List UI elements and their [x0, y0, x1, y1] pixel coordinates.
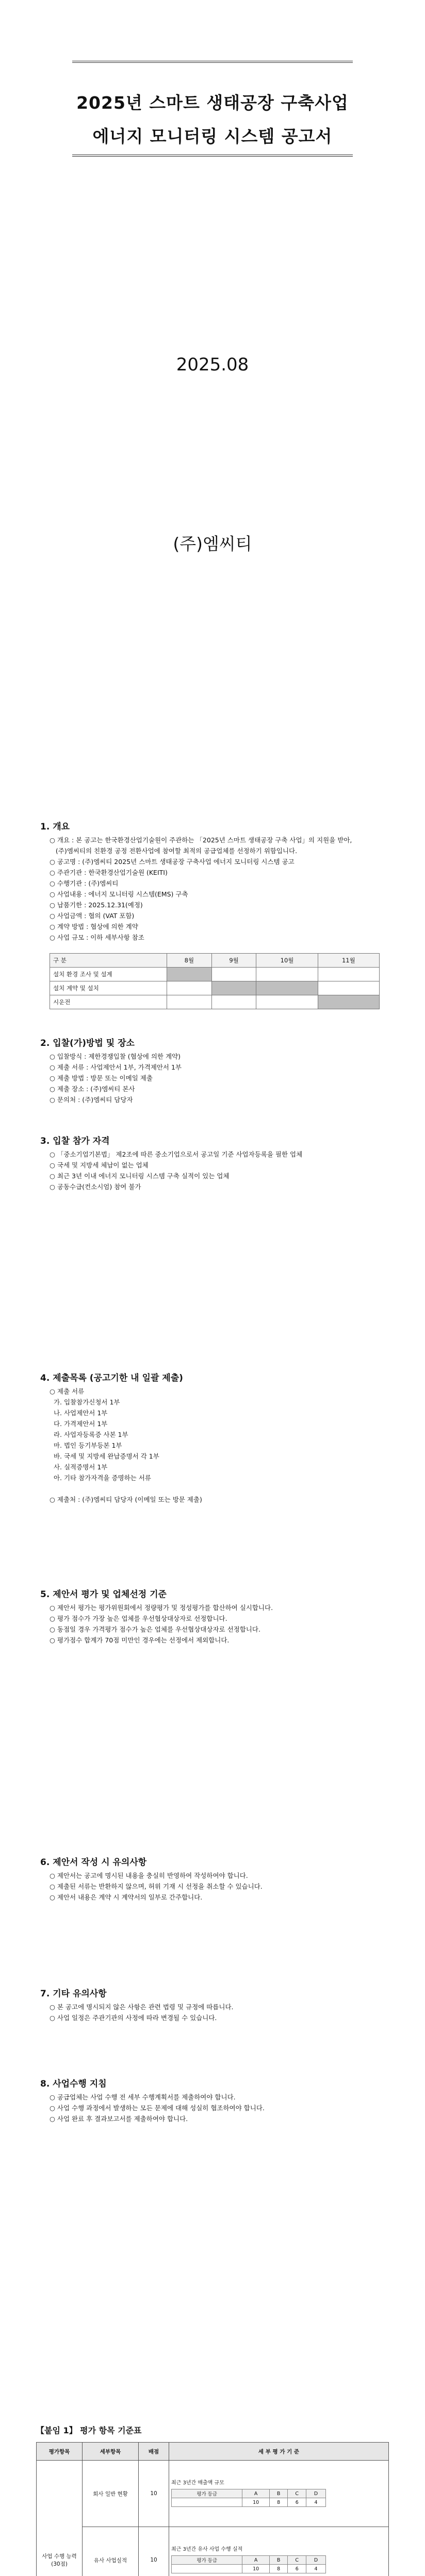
grade-header: C: [288, 2489, 306, 2498]
section-body-proposal-notes: ○ 제안서는 공고에 명시된 내용을 충실히 반영하여 작성하여야 합니다. ○ 제출된 서류는 반환하지 않으며, 허위 기재 시 선정을 취소할 수 있습니다. ○ 제안서 내용은 계약 시 계약서의 일부로 간주합니다.: [50, 1872, 263, 1901]
evaluation-criteria: [169, 2527, 389, 2576]
evaluation-header: 배점: [139, 2443, 169, 2461]
schedule-header: 9월: [211, 954, 256, 968]
attachment-title: 【붙임 1】 평가 항목 기준표: [36, 2426, 142, 2435]
cover-date: 2025.08: [176, 354, 249, 375]
section-title-submission: 4. 제출목록 (공고기한 내 일괄 제출): [40, 1373, 183, 1383]
schedule-row: [50, 981, 380, 995]
section-title-proposal-notes: 6. 제안서 작성 시 유의사항: [40, 1857, 147, 1868]
section-title-overview: 1. 개요: [40, 822, 70, 832]
grade-score: 8: [269, 2565, 287, 2573]
schedule-header: 8월: [167, 954, 212, 968]
criteria-text: 최근 3년간 매출액 규모: [171, 2480, 224, 2486]
grade-score: 4: [306, 2565, 326, 2573]
schedule-bar: [211, 981, 256, 995]
evaluation-subitem: 회사 일반 현황: [83, 2461, 139, 2527]
grade-header: C: [288, 2556, 306, 2565]
section-body-submission: ○ 제출 서류 가. 입찰참가신청서 1부 나. 사업제안서 1부 다. 가격제안서 1부 라. 사업자등록증 사본 1부 마. 법인 등기부등본 1부 바. 국세 및 지방세 완납증명서 각 1부 사. 실적증명서 1부 아. 기타 참가자격을 증명하는 서류 ○ 제출처 : (주)엠씨티 담당자 (이메일 또는 방문 제출): [50, 1387, 202, 1503]
schedule-header: 구 분: [50, 954, 167, 968]
cover-title-box: [72, 61, 353, 157]
evaluation-subitem: 유사 사업실적: [83, 2527, 139, 2576]
cover-title-line1: 2025년 스마트 생태공장 구축사업: [76, 93, 349, 113]
schedule-row: [50, 968, 380, 981]
grade-header: 평가 등급: [172, 2489, 242, 2498]
schedule-bar: [256, 981, 318, 995]
section-body-eligibility: ○ 「중소기업기본법」 제2조에 따른 중소기업으로서 공고일 기준 사업자등록을 필한 업체 ○ 국세 및 지방세 체납이 없는 업체 ○ 최근 3년 이내 에너지 모니터링 시스템 구축 실적이 있는 업체 ○ 공동수급(컨소시엄) 참여 불가: [50, 1150, 303, 1191]
section-body-overview: ○ 개요 : 본 공고는 한국환경산업기술원이 주관하는 「2025년 스마트 생태공장 구축 사업」의 지원을 받아, (주)엠씨티의 친환경 공정 전환사업에 참여할 최적의 공급업체를 선정하기 위함입니다. ○ 공고명 : (주)엠씨티 2025년 스마트 생태공장 구축사업 에너지 모니터링 시스템 공고 ○ 주관기관 : 한국환경산업기술원 (KEITI) ○ 수행기관 : (주)엠씨티 ○ 사업내용 : 에너지 모니터링 시스템(EMS) 구축 ○ 납품기한 : 2025.12.31(예정) ○ 사업금액 : 협의 (VAT 포함) ○ 계약 방법 : 협상에 의한 계약 ○ 사업 규모 : 이하 세부사항 참조: [50, 836, 352, 941]
section-title-eligibility: 3. 입찰 참가 자격: [40, 1136, 110, 1146]
evaluation-row: [37, 2527, 389, 2576]
section-title-other-notes: 7. 기타 유의사항: [40, 1989, 107, 1999]
section-body-evaluation: ○ 제안서 평가는 평가위원회에서 정량평가 및 정성평가를 합산하여 실시합니다. ○ 평가 점수가 가장 높은 업체를 우선협상대상자로 선정합니다. ○ 동점일 경우 가격평가 점수가 높은 업체를 우선협상대상자로 선정합니다. ○ 평가점수 합계가 70점 미만인 경우에는 선정에서 제외합니다.: [50, 1604, 273, 1644]
evaluation-header: 세 부 평 가 기 준: [169, 2443, 389, 2461]
grade-header: D: [306, 2556, 326, 2565]
schedule-table: [50, 953, 380, 1009]
schedule-row: [50, 995, 380, 1009]
grade-header: 평가 등급: [172, 2556, 242, 2565]
schedule-row-label: 설치 계약 및 설치: [50, 981, 167, 995]
evaluation-criteria: [169, 2461, 389, 2527]
grade-score: 4: [306, 2498, 326, 2507]
schedule-row-label: 설치 환경 조사 및 설계: [50, 968, 167, 981]
section-title-guidelines: 8. 사업수행 지침: [40, 2079, 107, 2089]
evaluation-score: 10: [139, 2461, 169, 2527]
grade-header: A: [242, 2556, 270, 2565]
schedule-header: 11월: [318, 954, 379, 968]
grade-score: 8: [269, 2498, 287, 2507]
grade-header: A: [242, 2489, 270, 2498]
evaluation-row: [37, 2461, 389, 2527]
schedule-header: 10월: [256, 954, 318, 968]
grade-score: 6: [288, 2498, 306, 2507]
grade-score: 6: [288, 2565, 306, 2573]
section-title-evaluation: 5. 제안서 평가 및 업체선정 기준: [40, 1589, 167, 1600]
evaluation-score: 10: [139, 2527, 169, 2576]
schedule-header-row: [50, 954, 380, 968]
evaluation-category: 사업 수행 능력 (30점): [37, 2461, 83, 2576]
grade-header: D: [306, 2489, 326, 2498]
section-body-guidelines: ○ 공급업체는 사업 수행 전 세부 수행계획서를 제출하여야 합니다. ○ 사업 수행 과정에서 발생하는 모든 문제에 대해 성실히 협조하여야 합니다. ○ 사업 완료 후 결과보고서를 제출하여야 합니다.: [50, 2093, 265, 2123]
section-body-other-notes: ○ 본 공고에 명시되지 않은 사항은 관련 법령 및 규정에 따릅니다. ○ 사업 일정은 주관기관의 사정에 따라 변경될 수 있습니다.: [50, 2003, 234, 2022]
schedule-row-label: 시운전: [50, 995, 167, 1009]
criteria-text: 최근 3년간 유사 사업 수행 실적: [171, 2547, 243, 2552]
grade-table: [171, 2489, 326, 2507]
section-body-bidding: ○ 입찰방식 : 제한경쟁입찰 (협상에 의한 계약) ○ 제출 서류 : 사업제안서 1부, 가격제안서 1부 ○ 제출 방법 : 방문 또는 이메일 제출 ○ 제출 장소 : (주)엠씨티 본사 ○ 문의처 : (주)엠씨티 담당자: [50, 1053, 182, 1104]
cover-title-line2: 에너지 모니터링 시스템 공고서: [92, 126, 333, 146]
schedule-bar: [167, 968, 212, 981]
grade-header: B: [269, 2556, 287, 2565]
evaluation-table: [36, 2442, 389, 2576]
evaluation-header: 평가항목: [37, 2443, 83, 2461]
section-title-bidding: 2. 입찰(가)방법 및 장소: [40, 1038, 135, 1048]
grade-table: [171, 2555, 326, 2573]
grade-score: 10: [242, 2565, 270, 2573]
grade-header: B: [269, 2489, 287, 2498]
evaluation-header-row: [37, 2443, 389, 2461]
grade-score: 10: [242, 2498, 270, 2507]
cover-organization: (주)엠씨티: [173, 534, 252, 554]
evaluation-header: 세부항목: [83, 2443, 139, 2461]
schedule-bar: [318, 995, 379, 1009]
